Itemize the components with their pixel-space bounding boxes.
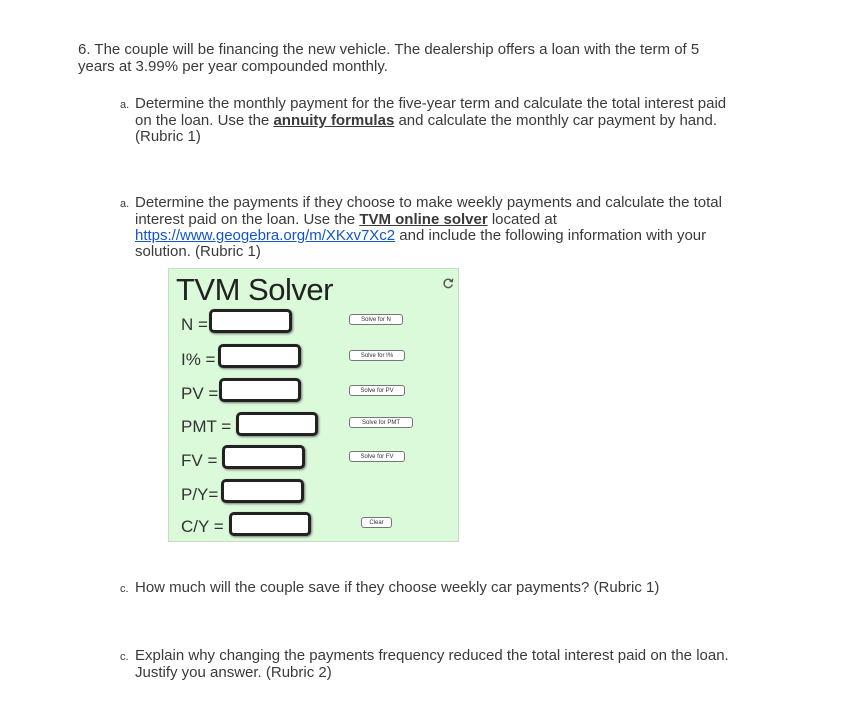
input-n[interactable] xyxy=(209,309,292,333)
part-a2-line-2-post: located at xyxy=(487,211,557,228)
input-cy[interactable] xyxy=(229,512,311,536)
label-cy: C/Y = xyxy=(181,517,224,536)
tvm-online-solver-link[interactable]: TVM online solver xyxy=(359,211,488,228)
solve-for-i-button[interactable]: Solve for I% xyxy=(349,350,405,361)
part-marker: a. xyxy=(120,99,130,111)
part-c2-line-2: Justify you answer. (Rubric 2) xyxy=(135,664,332,681)
part-a1-line-2-pre: on the loan. Use the xyxy=(135,112,274,129)
part-a-weekly xyxy=(120,195,810,260)
input-pv[interactable] xyxy=(219,378,301,402)
label-py: P/Y= xyxy=(181,485,219,504)
part-a1-line-2-post: and calculate the monthly car payment by hand. xyxy=(394,112,717,129)
question-number: 6. xyxy=(78,41,91,58)
solve-for-pmt-button[interactable]: Solve for PMT xyxy=(349,417,413,428)
part-a1-line-3: (Rubric 1) xyxy=(135,128,201,145)
part-c-explain xyxy=(120,648,810,681)
solve-for-fv-button[interactable]: Solve for FV xyxy=(349,451,405,462)
clear-button[interactable]: Clear xyxy=(361,517,392,528)
part-c-savings xyxy=(120,580,810,597)
part-a2-line-2-pre: interest paid on the loan. Use the xyxy=(135,211,360,228)
refresh-icon[interactable] xyxy=(442,277,454,289)
part-marker: c. xyxy=(120,583,129,595)
geogebra-url-link[interactable]: https://www.geogebra.org/m/XKxv7Xc2 xyxy=(135,227,396,244)
part-c2-line-1: Explain why changing the payments frequency reduced the total interest paid on the loan. xyxy=(135,647,729,664)
solve-for-pv-button[interactable]: Solve for PV xyxy=(349,385,405,396)
label-i: I% = xyxy=(181,350,216,369)
input-i[interactable] xyxy=(218,344,301,368)
input-py[interactable] xyxy=(221,479,304,503)
annuity-formulas-link[interactable]: annuity formulas xyxy=(273,112,395,129)
question-line-1: The couple will be financing the new vehicle. The dealership offers a loan with the term of 5 xyxy=(94,41,700,58)
tvm-solver-panel xyxy=(168,268,459,542)
part-a-monthly xyxy=(120,96,810,145)
part-a1-line-1: Determine the monthly payment for the five-year term and calculate the total interest paid xyxy=(135,95,727,112)
label-pmt: PMT = xyxy=(181,417,232,436)
question-line-2: years at 3.99% per year compounded monthly. xyxy=(78,58,388,75)
part-marker: a. xyxy=(120,198,130,210)
input-pmt[interactable] xyxy=(236,412,318,436)
part-marker: c. xyxy=(120,651,129,663)
label-fv: FV = xyxy=(181,451,218,470)
part-c1-text: How much will the couple save if they choose weekly car payments? (Rubric 1) xyxy=(135,579,660,596)
part-a2-line-3-post: and include the following information with your xyxy=(395,227,707,244)
label-pv: PV = xyxy=(181,384,219,403)
solve-for-n-button[interactable]: Solve for N xyxy=(349,314,403,325)
part-a2-line-1: Determine the payments if they choose to make weekly payments and calculate the total xyxy=(135,194,722,211)
part-a2-line-4: solution. (Rubric 1) xyxy=(135,243,261,260)
input-fv[interactable] xyxy=(222,445,305,469)
question-6 xyxy=(78,41,798,75)
tvm-title: TVM Solver xyxy=(176,272,333,307)
label-n: N = xyxy=(181,315,208,334)
